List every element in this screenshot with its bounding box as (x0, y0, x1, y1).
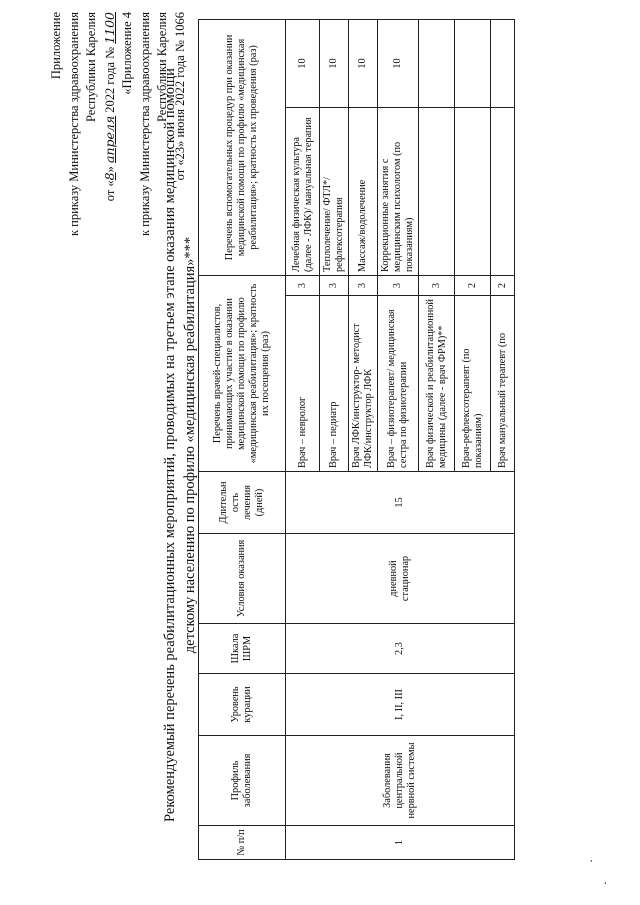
cell-duration: 15 (286, 472, 515, 534)
header-line: Республики Карелия (84, 12, 98, 123)
procedure-count: 10 (349, 19, 378, 107)
title-line: Рекомендуемый перечень реабилитационных мероприятий, проводимых на третьем этапе оказания медицинской помощи (162, 68, 178, 822)
procedure-count (455, 19, 491, 107)
header-duration: Длительн ость лечения (дней) (199, 472, 286, 534)
cell-profile: Заболевания центральной нервной системы (286, 736, 515, 826)
header-doctors: Перечень врачей-специалистов, принимающих участие в оказании медицинской помощи по профилю «медицинская реабилитация»; кратность их посещения (раз) (199, 275, 286, 471)
procedure-count (419, 19, 455, 107)
cell-num: 1 (286, 826, 515, 860)
header-text: от « (102, 180, 117, 202)
procedure-name (419, 107, 455, 275)
header-scale: Шкала ШРМ (199, 624, 286, 674)
header-level: Уровень курации (199, 674, 286, 736)
header-conditions: Условия оказания (199, 534, 286, 624)
procedure-name (455, 107, 491, 275)
doctor-name: Врач мануальный терапевт (по (491, 296, 515, 472)
doctor-count: 3 (349, 275, 378, 295)
doctor-count: 3 (286, 275, 320, 295)
header-text: » (102, 163, 117, 173)
handwritten-number: 1100 (101, 12, 117, 44)
header-line: от «23» июня 2022 года № 1066 (172, 12, 187, 181)
doctor-count: 3 (378, 275, 419, 295)
procedure-name: Массаж/водолечение (349, 107, 378, 275)
title-line: детскому населению по профилю «медицинская реабилитация»*** (182, 236, 198, 654)
doctor-name: Врач-рефлексотерапевт (по показаниям) (455, 296, 491, 472)
table-row (286, 19, 320, 859)
doctor-count: 2 (491, 275, 515, 295)
procedure-name: Лечебная физическая культура (далее - ЛФК)/ мануальная терапия (286, 107, 320, 275)
header-line: Приложение (49, 12, 63, 80)
doctor-name: Врач – невролог (286, 296, 320, 472)
doctor-name: Врач – физиотерапевт/ медицинская сестра по физиотерапии (378, 296, 419, 472)
doctor-name: Врач физической и реабилитационной медицины (далее - врач ФРМ)** (419, 296, 455, 472)
procedure-name: Коррекционные занятия с медицинским психологом (по показаниям) (378, 107, 419, 275)
procedure-count (491, 19, 515, 107)
doctor-count: 3 (320, 275, 349, 295)
margin-mark: · (584, 859, 598, 863)
margin-mark: · (598, 881, 612, 885)
handwritten-day: 8 (101, 172, 117, 181)
handwritten-month: апреля (101, 115, 117, 163)
doctor-count: 2 (455, 275, 491, 295)
procedure-count: 10 (378, 19, 419, 107)
doctor-count: 3 (419, 275, 455, 295)
procedure-name: Теплолечение/ ФТЛ*/ рефлексотерапия (320, 107, 349, 275)
header-num: № п/п (199, 826, 286, 860)
doctor-name: Врач ЛФК/инструктор- методист ЛФК/инструктор ЛФК (349, 296, 378, 472)
procedure-count: 10 (320, 19, 349, 107)
header-text: 2022 года № (102, 43, 117, 116)
table-header-row (199, 19, 286, 859)
header-line: «Приложение 4 (120, 12, 134, 95)
header-profile: Профиль заболевания (199, 736, 286, 826)
cell-scale: 2,3 (286, 624, 515, 674)
procedure-count: 10 (286, 19, 320, 107)
header-date-line (101, 12, 120, 236)
doctor-name: Врач – педиатр (320, 296, 349, 472)
header-procedures: Перечень вспомогательных процедур при оказании медицинской помощи по профилю «медицинская реабилитация»; кратность их проведения (раз) (199, 19, 286, 275)
cell-conditions: дневной стационар (286, 534, 515, 624)
header-line: к приказу Министерства здравоохранения (66, 12, 81, 237)
header-line: к приказу Министерства здравоохранения (137, 12, 152, 237)
procedure-name (491, 107, 515, 275)
header-line: Республики Карелия (155, 12, 169, 123)
document-title (160, 5, 200, 885)
cell-level: I, II, III (286, 674, 515, 736)
rehab-table (198, 19, 515, 860)
